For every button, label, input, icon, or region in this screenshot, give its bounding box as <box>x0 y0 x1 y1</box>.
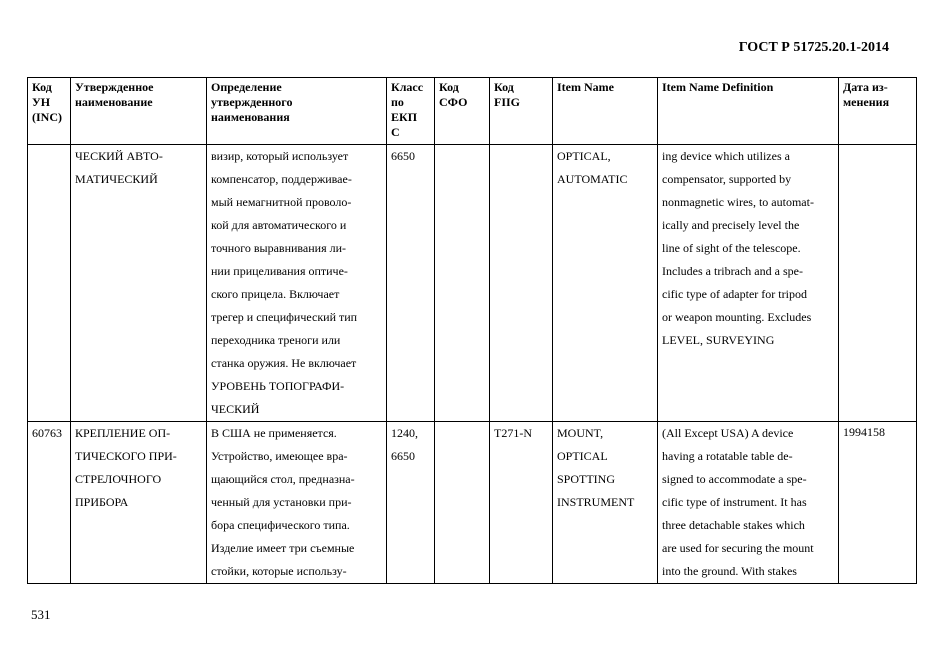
cell-change-date: 1994158 <box>839 422 917 584</box>
page-number: 531 <box>31 607 51 622</box>
cell-definition: В США не применяется. Устройство, имеющее вра- щающийся стол, предназна- ченный для установки при- бора специфического типа. Изделие имеет три съемные стойки, которые использу- <box>207 422 387 584</box>
header-fiig: Код FIIG <box>490 78 553 145</box>
cell-sfo <box>435 422 490 584</box>
header-item-name: Item Name <box>553 78 658 145</box>
cell-item-name: MOUNT, OPTICAL SPOTTING INSTRUMENT <box>553 422 658 584</box>
table-header-row <box>28 78 917 145</box>
cell-change-date <box>839 145 917 422</box>
header-item-definition: Item Name Definition <box>658 78 839 145</box>
cell-class: 1240, 6650 <box>387 422 435 584</box>
document-code: ГОСТ Р 51725.20.1-2014 <box>738 40 889 55</box>
table-row <box>28 145 917 422</box>
header-change-date: Дата из- менения <box>839 78 917 145</box>
cell-approved-name: КРЕПЛЕНИЕ ОП- ТИЧЕСКОГО ПРИ- СТРЕЛОЧНОГО ПРИБОРА <box>71 422 207 584</box>
cell-item-definition: ing device which utilizes a compensator, supported by nonmagnetic wires, to automat- ically and precisely level the line of sight of the telescope. Includes a tribrach and a spe- cific type of adapter for tripod or weapon mounting. Excludes LEVEL, SURVEYING <box>658 145 839 422</box>
cell-inc <box>28 145 71 422</box>
header-sfo: Код СФО <box>435 78 490 145</box>
cell-fiig: T271-N <box>490 422 553 584</box>
cell-item-name: OPTICAL, AUTOMATIC <box>553 145 658 422</box>
catalog-table <box>27 77 917 584</box>
header-class: Класс по ЕКП С <box>387 78 435 145</box>
header-inc: Код УН (INC) <box>28 78 71 145</box>
cell-sfo <box>435 145 490 422</box>
cell-item-definition: (All Except USA) A device having a rotatable table de- signed to accommodate a spe- cific type of instrument. It has three detachable stakes which are used for securing the mount into the ground. With stakes <box>658 422 839 584</box>
cell-definition: визир, который использует компенсатор, поддерживае- мый немагнитной проволо- кой для автоматического и точного выравнивания ли- нии прицеливания оптиче- ского прицела. Включает трегер и специфический тип переходника треноги или станка оружия. Не включает УРОВЕНЬ ТОПОГРАФИ- ЧЕСКИЙ <box>207 145 387 422</box>
cell-fiig <box>490 145 553 422</box>
table-row <box>28 422 917 584</box>
cell-inc: 60763 <box>28 422 71 584</box>
header-approved-name: Утвержденное наименование <box>71 78 207 145</box>
cell-class: 6650 <box>387 145 435 422</box>
header-definition: Определение утвержденного наименования <box>207 78 387 145</box>
cell-approved-name: ЧЕСКИЙ АВТО- МАТИЧЕСКИЙ <box>71 145 207 422</box>
